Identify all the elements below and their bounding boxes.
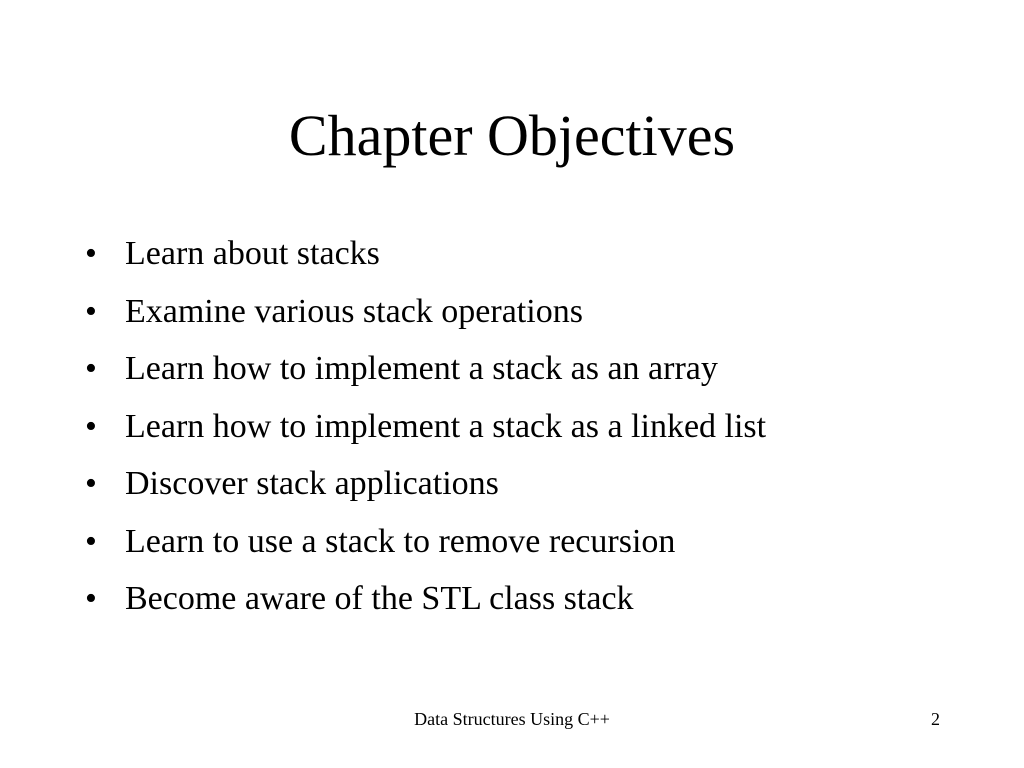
slide-title: Chapter Objectives — [288, 103, 736, 168]
bullet-icon: • — [85, 350, 97, 387]
list-item-text: Learn how to implement a stack as an array — [125, 350, 718, 387]
bullet-icon: • — [85, 580, 97, 617]
list-item — [85, 513, 985, 571]
list-item-text: Learn how to implement a stack as a linked list — [125, 407, 767, 445]
list-item — [85, 283, 985, 341]
footer-title: Data Structures Using C++ — [414, 709, 610, 729]
bullet-icon: • — [85, 235, 97, 272]
bullet-icon: • — [85, 407, 97, 445]
list-item-text: Examine various stack operations — [125, 292, 583, 330]
list-item-text: Become aware of the STL class stack — [125, 580, 634, 617]
list-item — [85, 225, 985, 283]
list-item — [85, 570, 985, 628]
objectives-list — [85, 225, 985, 628]
bullet-icon: • — [85, 465, 97, 502]
list-item — [85, 455, 985, 513]
list-item-text: Learn to use a stack to remove recursion — [125, 522, 676, 560]
list-item-text: Discover stack applications — [125, 465, 499, 502]
slide-number: 2 — [931, 709, 940, 729]
bullet-icon: • — [85, 522, 97, 560]
list-item-text: Learn about stacks — [125, 235, 380, 272]
list-item — [85, 398, 985, 456]
list-item — [85, 340, 985, 398]
bullet-icon: • — [85, 292, 97, 330]
